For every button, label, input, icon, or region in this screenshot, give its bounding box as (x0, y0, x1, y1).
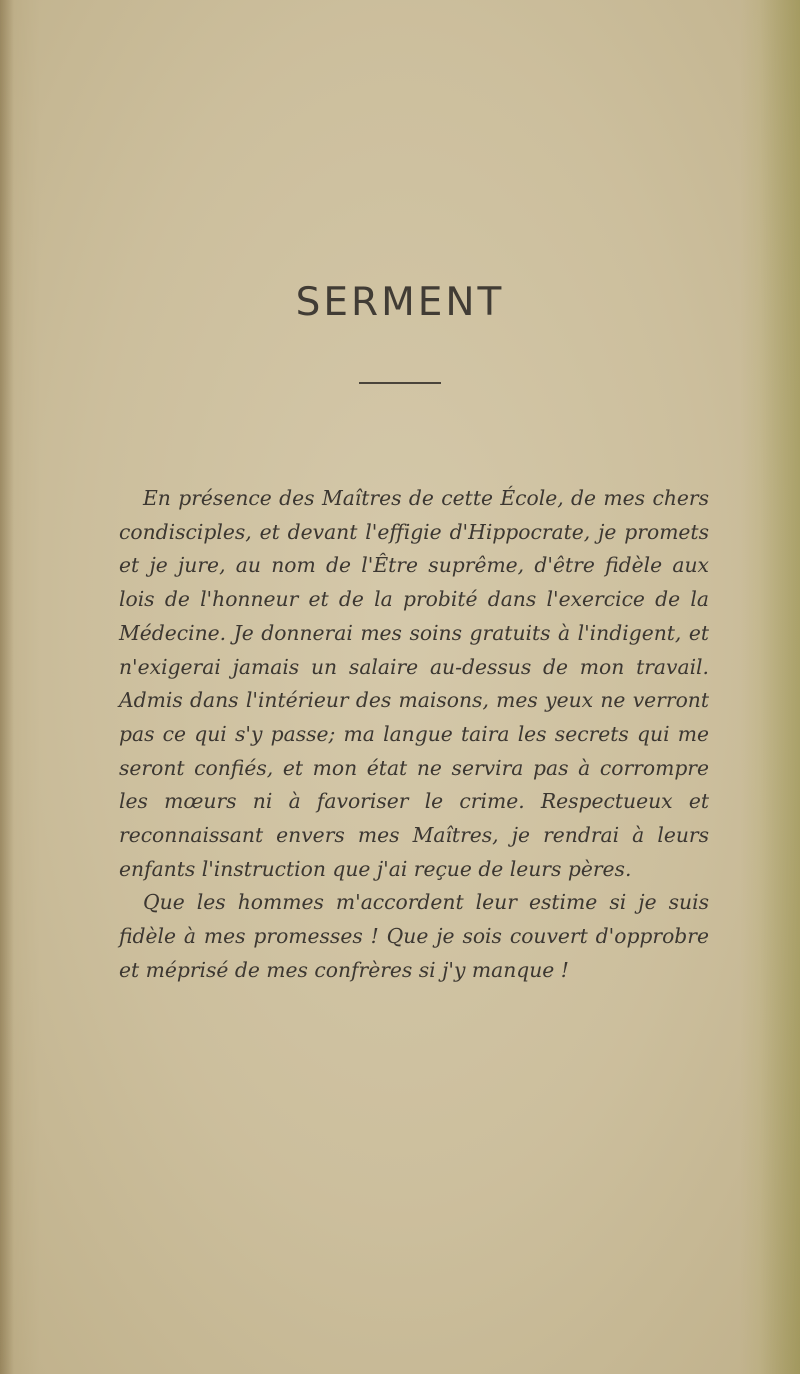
document-title: SERMENT (295, 280, 505, 325)
oath-paragraph-2: Que les hommes m'accordent leur estime si je suis fidèle à mes promesses ! Que je sois couvert d'opprobre et méprisé de mes confrères si j'y manque ! (119, 890, 709, 982)
page-right-edge (740, 0, 800, 1374)
page-left-edge (0, 0, 14, 1374)
oath-text (119, 482, 709, 988)
oath-paragraph-1: En présence des Maîtres de cette École, de mes chers condisciples, et devant l'effigie d'Hippocrate, je promets et je jure, au nom de l'Être suprême, d'être fidèle aux lois de l'honneur et de la probité dans l'exercice de la Médecine. Je donnerai mes soins gratuits à l'indigent, et n'exigerai jamais un salaire au-dessus de mon travail. Admis dans l'intérieur des maisons, mes yeux ne verront pas ce qui s'y passe; ma langue taira les secrets qui me seront confiés, et mon état ne servira pas à corrompre les mœurs ni à favoriser le crime. Respectueux et reconnaissant envers mes Maîtres, je rendrai à leurs enfants l'instruction que j'ai reçue de leurs pères. (119, 486, 709, 881)
title-divider (359, 382, 441, 384)
